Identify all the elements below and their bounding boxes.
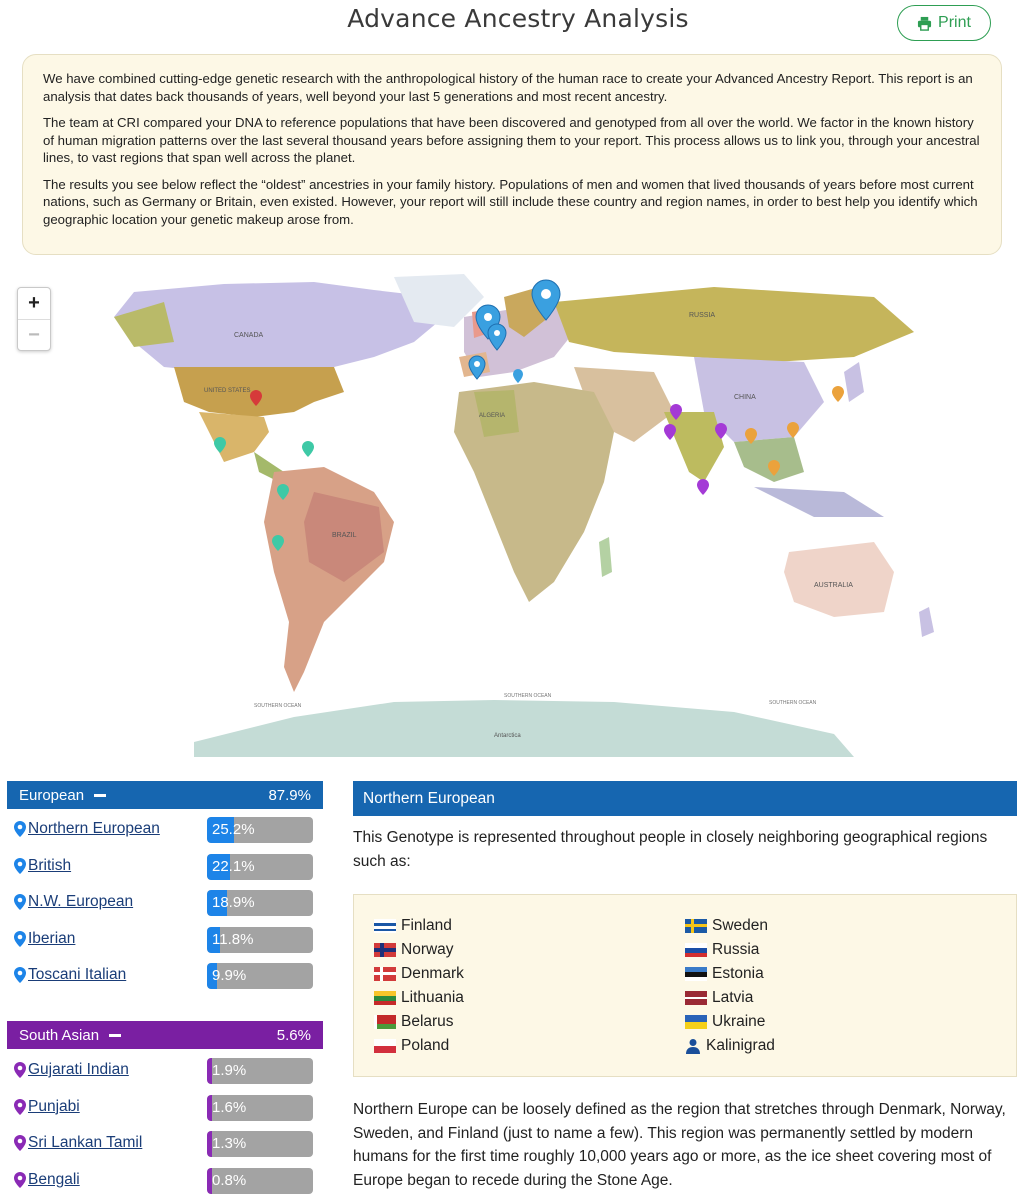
russia-flag-icon <box>685 943 707 957</box>
russia-region <box>554 287 914 362</box>
ancestry-link-toscani-italian[interactable] <box>14 966 126 984</box>
map-marker-icon[interactable] <box>664 424 676 440</box>
ancestry-row <box>14 1058 314 1086</box>
group-name-south-asian: South Asian <box>19 1027 121 1044</box>
map-marker-icon[interactable] <box>302 441 314 457</box>
ancestry-row <box>14 854 314 882</box>
group-percent-south-asian: 5.6% <box>276 1026 311 1044</box>
ancestry-percent: 1.6% <box>212 1098 247 1116</box>
ancestry-bar <box>207 963 313 989</box>
indonesia-region <box>754 487 884 517</box>
africa-region <box>454 382 614 602</box>
region-poland: Poland <box>374 1037 449 1055</box>
finland-flag-icon <box>374 919 396 933</box>
latvia-flag-icon <box>685 991 707 1005</box>
intro-panel <box>22 54 1002 255</box>
region-kalinigrad: Kalinigrad <box>685 1037 775 1055</box>
intro-paragraph-1: We have combined cutting-edge genetic research with the anthropological history of the human race to create your Advanced Ancestry Report. This report is an analysis that dates back thousands of years, well beyond your last 5 generations and most recent ancestry. <box>43 71 973 104</box>
denmark-flag-icon <box>374 967 396 981</box>
ancestry-percent: 0.8% <box>212 1171 247 1189</box>
map-pin-icon <box>14 967 26 983</box>
collapse-icon[interactable] <box>109 1034 121 1037</box>
southern-ocean-label-3: SOUTHERN OCEAN <box>769 700 817 706</box>
ukraine-flag-icon <box>685 1015 707 1029</box>
india-region <box>664 412 724 482</box>
map-marker-icon[interactable] <box>513 369 523 383</box>
ancestry-label: British <box>28 856 72 874</box>
mexico-region <box>199 412 269 462</box>
region-sweden: Sweden <box>685 917 768 935</box>
ancestry-percent: 18.9% <box>212 894 255 912</box>
lithuania-flag-icon <box>374 991 396 1005</box>
print-button[interactable] <box>897 5 991 41</box>
detail-header: Northern European <box>353 781 1017 816</box>
map-pin-icon <box>14 894 26 910</box>
sweden-flag-icon <box>685 919 707 933</box>
region-lithuania: Lithuania <box>374 989 464 1007</box>
ancestry-label: Toscani Italian <box>28 966 127 984</box>
ancestry-label: N.W. European <box>28 893 134 911</box>
ancestry-row <box>14 1131 314 1159</box>
intro-paragraph-3: The results you see below reflect the “oldest” ancestries in your family history. Populations of men and women that lived thousands of years before most current nations, such as Germany or Britain, even existed. However, your report will still include these country and region names, in order to best help you identify which geographic location your genetic makeup arose from. <box>43 176 978 227</box>
map-pin-icon <box>14 1135 26 1151</box>
map-pin-icon <box>14 1062 26 1078</box>
ancestry-row <box>14 963 314 991</box>
world-map[interactable] <box>14 272 1022 764</box>
map-marker-icon[interactable] <box>832 386 844 402</box>
ancestry-percent: 1.9% <box>212 1062 247 1079</box>
usa-label: UNITED STATES <box>204 388 251 394</box>
ancestry-row <box>14 817 314 845</box>
ancestry-percent: 22.1% <box>212 857 255 875</box>
region-norway: Norway <box>374 941 454 959</box>
southern-ocean-label-1: SOUTHERN OCEAN <box>254 703 302 709</box>
ancestry-bar <box>207 927 313 953</box>
ancestry-label: Northern European <box>28 820 160 837</box>
detail-description: Northern Europe can be loosely defined as the region that stretches through Denmark, Norway, Sweden, and Finland (just to name a few). This region was permanently settled by modern humans for the first time roughly 10,000 years ago or more, as the ice sheet covering most of Europe began to recede during the Stone Age. <box>353 1101 1006 1189</box>
group-header-south-asian[interactable] <box>7 1021 323 1049</box>
antarctica-label: Antarctica <box>494 733 521 739</box>
ancestry-bar <box>207 890 313 916</box>
intro-paragraph-2: The team at CRI compared your DNA to reference populations that have been discovered and genotyped from all over the world. We factor in the known history of human migration patterns over the last several thousand years before assigning them to your report. This process allows us to link you, through your ancestral lines, to vast regions that span well across the planet. <box>43 115 980 165</box>
region-latvia: Latvia <box>685 989 753 1007</box>
world-map-svg <box>14 272 1022 764</box>
new-zealand-region <box>919 607 934 637</box>
australia-region <box>784 542 894 617</box>
china-label: CHINA <box>734 394 756 401</box>
australia-label: AUSTRALIA <box>814 582 853 589</box>
print-label: Print <box>938 14 971 31</box>
region-estonia: Estonia <box>685 965 764 983</box>
southern-ocean-label-2: SOUTHERN OCEAN <box>504 693 552 699</box>
ancestry-link-bengali[interactable] <box>14 1171 80 1189</box>
ancestry-label: Gujarati Indian <box>28 1061 129 1078</box>
ancestry-bar <box>207 854 313 880</box>
ancestry-link-punjabi[interactable] <box>14 1098 80 1116</box>
map-zoom-control <box>17 287 51 351</box>
map-pin-icon <box>14 1099 26 1115</box>
japan-region <box>844 362 864 402</box>
group-percent-european: 87.9% <box>268 786 311 804</box>
map-marker-icon[interactable] <box>697 479 709 495</box>
ancestry-row <box>14 927 314 955</box>
ancestry-row <box>14 1095 314 1123</box>
ancestry-bar <box>207 1058 313 1084</box>
ancestry-link-northern-european[interactable] <box>14 820 160 838</box>
ancestry-link-gujarati-indian[interactable] <box>14 1061 129 1079</box>
ancestry-percent: 1.3% <box>212 1135 247 1153</box>
ancestry-link-sri-lankan-tamil[interactable] <box>14 1134 142 1152</box>
printer-icon <box>917 16 932 31</box>
algeria-label: ALGERIA <box>479 413 506 419</box>
ancestry-link-iberian[interactable] <box>14 930 75 948</box>
ancestry-percent: 9.9% <box>212 967 247 985</box>
map-pin-icon <box>14 858 26 874</box>
ancestry-row <box>14 1168 314 1196</box>
region-ukraine: Ukraine <box>685 1013 765 1031</box>
collapse-icon[interactable] <box>94 794 106 797</box>
group-header-european[interactable] <box>7 781 323 809</box>
person-icon <box>685 1038 701 1054</box>
poland-flag-icon <box>374 1039 396 1053</box>
belarus-flag-icon <box>374 1015 396 1029</box>
map-pin-icon <box>14 931 26 947</box>
region-finland: Finland <box>374 917 452 935</box>
map-pin-icon <box>14 1172 26 1188</box>
estonia-flag-icon <box>685 967 707 981</box>
group-name-european: European <box>19 787 106 804</box>
norway-flag-icon <box>374 943 396 957</box>
ancestry-label: Iberian <box>28 929 76 947</box>
page-title: Advance Ancestry Analysis <box>347 4 689 33</box>
regions-box <box>353 894 1017 1077</box>
madagascar-region <box>599 537 612 577</box>
ancestry-label: Sri Lankan Tamil <box>28 1134 143 1152</box>
ancestry-bar <box>207 1095 313 1121</box>
ancestry-percent: 11.8% <box>212 930 254 948</box>
region-denmark: Denmark <box>374 965 464 983</box>
ancestry-row <box>14 890 314 918</box>
region-russia: Russia <box>685 941 759 959</box>
zoom-in-button[interactable]: + <box>18 288 50 320</box>
russia-label: RUSSIA <box>689 312 716 319</box>
ancestry-label: Punjabi <box>28 1097 80 1115</box>
southeast-asia-region <box>734 437 804 482</box>
detail-intro: This Genotype is represented throughout people in closely neighboring geographical regions such as: <box>353 829 988 870</box>
brazil-label: BRAZIL <box>332 532 357 539</box>
ancestry-link-british[interactable] <box>14 857 71 875</box>
map-pin-icon <box>14 821 26 837</box>
ancestry-link-n-w-european[interactable] <box>14 893 133 911</box>
ancestry-percent: 25.2% <box>212 821 255 838</box>
ancestry-bar <box>207 817 313 843</box>
region-belarus: Belarus <box>374 1013 454 1031</box>
canada-label: CANADA <box>234 332 264 339</box>
zoom-out-button[interactable]: − <box>28 324 40 346</box>
ancestry-label: Bengali <box>28 1170 80 1188</box>
ancestry-bar <box>207 1168 313 1194</box>
ancestry-bar <box>207 1131 313 1157</box>
